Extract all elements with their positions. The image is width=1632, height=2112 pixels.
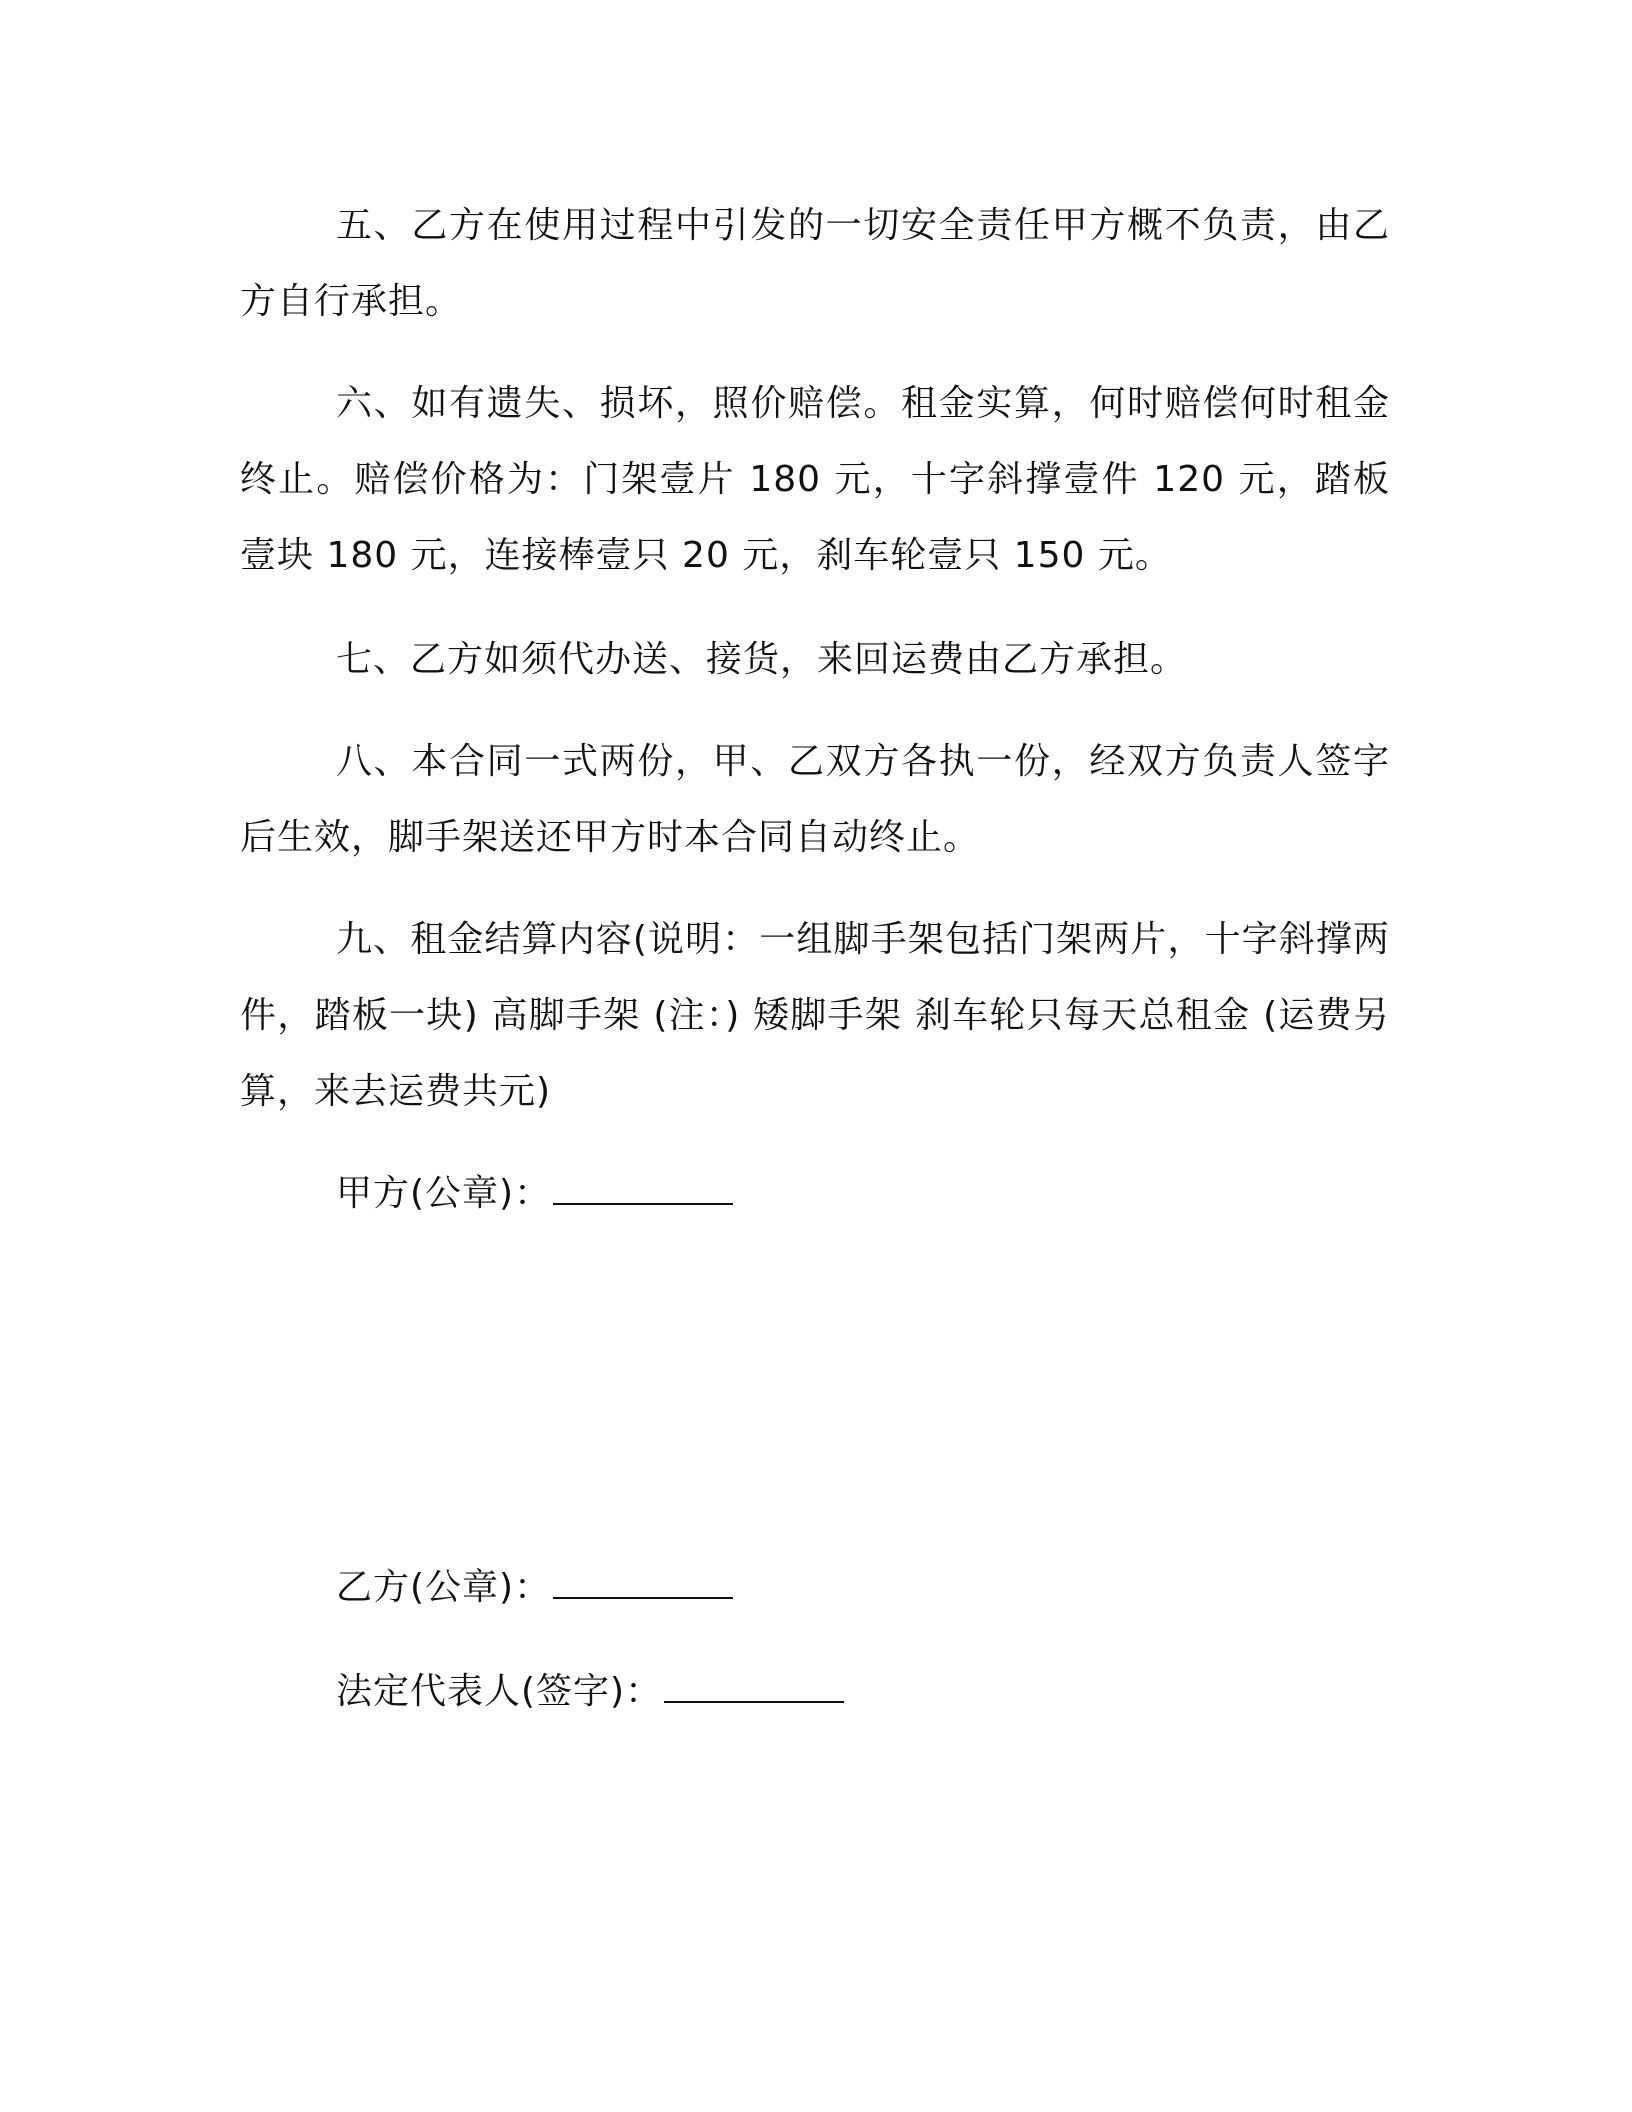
clause-8: 八、本合同一式两份，甲、乙双方各执一份，经双方负责人签字后生效，脚手架送还甲方时本合同自动终止。 — [240, 741, 1390, 858]
clause-9: 九、租金结算内容(说明：一组脚手架包括门架两片，十字斜撑两件，踏板一块) 高脚手架 (注：) 矮脚手架 刹车轮只每天总租金 (运费另算，来去运费共元) — [240, 919, 1390, 1112]
party-a-seal-label: 甲方(公章)： — [336, 1173, 552, 1214]
legal-representative-label: 法定代表人(签字)： — [336, 1671, 663, 1712]
party-b-seal-line — [240, 1550, 1390, 1626]
legal-representative-blank — [664, 1673, 844, 1703]
party-a-seal-line — [240, 1156, 1390, 1232]
clause-6: 六、如有遗失、损坏，照价赔偿。租金实算，何时赔偿何时租金终止。赔偿价格为：门架壹片 180 元，十字斜撑壹件 120 元，踏板壹块 180 元，连接棒壹只 20 元，刹车轮壹只 150 元。 — [240, 383, 1390, 576]
clause-7: 七、乙方如须代办送、接货，来回运费由乙方承担。 — [336, 639, 1188, 680]
party-b-seal-blank — [553, 1569, 733, 1599]
party-b-seal-label: 乙方(公章)： — [336, 1567, 552, 1608]
clause-5: 五、乙方在使用过程中引发的一切安全责任甲方概不负责，由乙方自行承担。 — [240, 205, 1390, 322]
document-body — [240, 188, 1390, 1730]
party-a-seal-blank — [553, 1175, 733, 1205]
legal-representative-signature-line — [240, 1654, 1390, 1730]
